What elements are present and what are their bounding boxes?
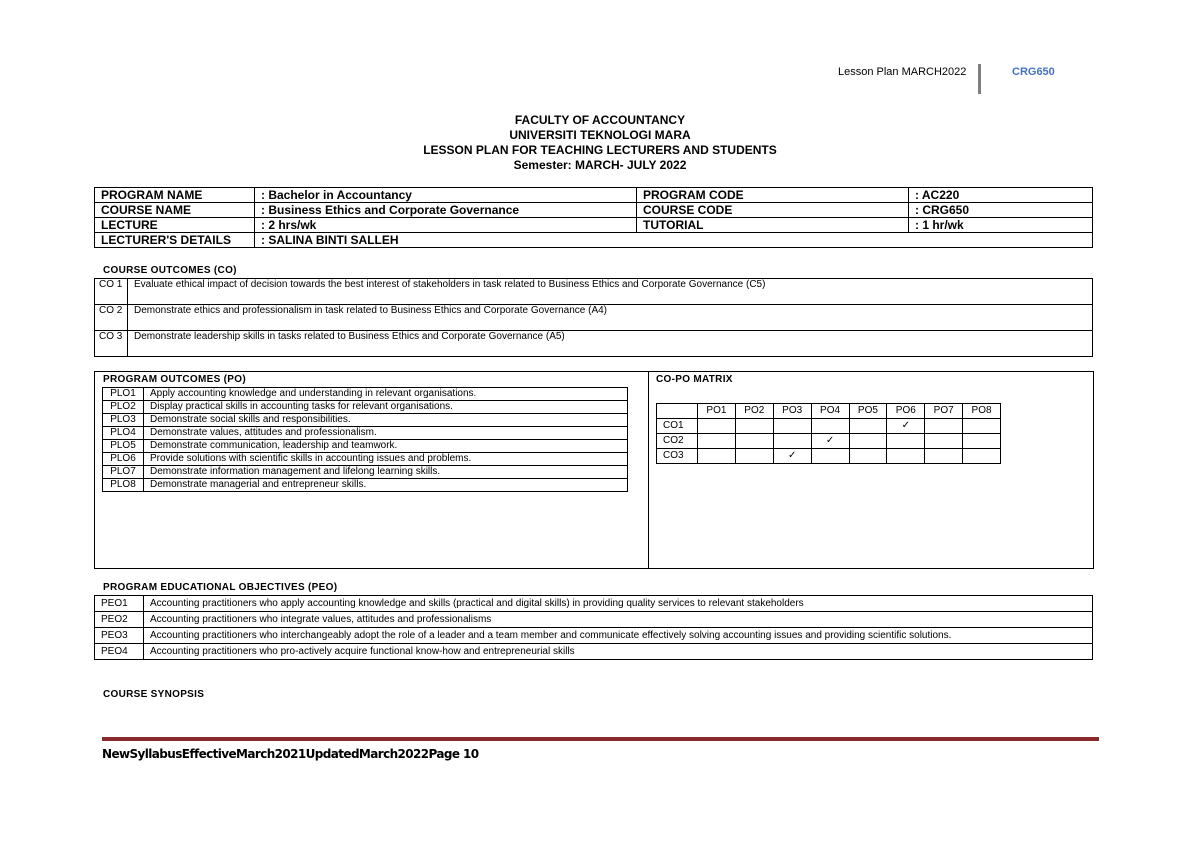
university-title: UNIVERSITI TEKNOLOGI MARA: [509, 128, 691, 142]
matrix-column-header: PO7: [925, 404, 963, 419]
program-code-value: : AC220: [909, 188, 1093, 203]
course-code-value: : CRG650: [909, 203, 1093, 218]
course-name-value: : Business Ethics and Corporate Governance: [255, 203, 637, 218]
table-row: [103, 466, 628, 479]
matrix-cell: ✓: [811, 434, 849, 449]
table-row: [103, 414, 628, 427]
matrix-cell: ✓: [887, 419, 925, 434]
table-header-row: [657, 404, 1001, 419]
lesson-plan-title: LESSON PLAN FOR TEACHING LECTURERS AND STUDENTS: [423, 143, 777, 157]
matrix-cell: [735, 449, 773, 464]
table-row: [95, 233, 1093, 248]
table-row: [103, 440, 628, 453]
plo-text: Demonstrate communication, leadership and teamwork.: [144, 440, 628, 453]
peo-code: PEO4: [95, 644, 144, 660]
table-row: [657, 449, 1001, 464]
footer-divider: [102, 737, 1099, 741]
matrix-row-header: CO2: [657, 434, 698, 449]
table-row: [95, 188, 1093, 203]
header-course-code: CRG650: [1012, 66, 1055, 78]
matrix-column-header: PO2: [735, 404, 773, 419]
peo-text: Accounting practitioners who integrate values, attitudes and professionalisms: [144, 612, 1093, 628]
semester-title: Semester: MARCH- JULY 2022: [513, 158, 687, 172]
matrix-column-header: PO5: [849, 404, 887, 419]
program-outcomes-title: PROGRAM OUTCOMES (PO): [103, 374, 246, 385]
peo-code: PEO3: [95, 628, 144, 644]
table-row: [95, 218, 1093, 233]
peo-title: PROGRAM EDUCATIONAL OBJECTIVES (PEO): [103, 582, 338, 593]
matrix-cell: [735, 419, 773, 434]
matrix-row-header: CO1: [657, 419, 698, 434]
matrix-cell: [963, 449, 1001, 464]
table-row: [103, 388, 628, 401]
course-outcomes-title: COURSE OUTCOMES (CO): [103, 265, 237, 276]
plo-text: Demonstrate information management and lifelong learning skills.: [144, 466, 628, 479]
plo-text: Demonstrate managerial and entrepreneur skills.: [144, 479, 628, 492]
peo-text: Accounting practitioners who interchangeably adopt the role of a leader and a team member and communicate effectively solving accounting issues and providing scientific solutions.: [144, 628, 1093, 644]
plo-text: Apply accounting knowledge and understanding in relevant organisations.: [144, 388, 628, 401]
matrix-cell: [963, 434, 1001, 449]
matrix-cell: ✓: [773, 449, 811, 464]
plo-code: PLO1: [103, 388, 144, 401]
plo-code: PLO3: [103, 414, 144, 427]
plo-text: Demonstrate social skills and responsibilities.: [144, 414, 628, 427]
peo-text: Accounting practitioners who pro-actively acquire functional know-how and entrepreneurial skills: [144, 644, 1093, 660]
course-outcomes-table: [94, 278, 1093, 357]
course-name-label: COURSE NAME: [95, 203, 255, 218]
matrix-cell: [735, 434, 773, 449]
peo-code: PEO2: [95, 612, 144, 628]
co-code: CO 2: [95, 305, 128, 331]
faculty-title: FACULTY OF ACCOUNTANCY: [514, 113, 686, 127]
table-row: [95, 331, 1093, 357]
matrix-cell: [811, 419, 849, 434]
matrix-column-header: PO1: [698, 404, 736, 419]
matrix-cell: [773, 434, 811, 449]
program-name-value: : Bachelor in Accountancy: [255, 188, 637, 203]
table-row: [103, 427, 628, 440]
course-synopsis-title: COURSE SYNOPSIS: [103, 689, 205, 700]
matrix-column-header: PO4: [811, 404, 849, 419]
matrix-cell: [698, 449, 736, 464]
plo-text: Display practical skills in accounting tasks for relevant organisations.: [144, 401, 628, 414]
peo-table: [94, 595, 1093, 660]
matrix-cell: [887, 449, 925, 464]
table-row: [95, 644, 1093, 660]
table-row: [657, 419, 1001, 434]
co-po-matrix-title: CO-PO MATRIX: [656, 374, 733, 385]
lecturer-label: LECTURER'S DETAILS: [95, 233, 255, 248]
matrix-cell: [811, 449, 849, 464]
matrix-row-header: CO3: [657, 449, 698, 464]
table-row: [95, 305, 1093, 331]
header-label: Lesson Plan MARCH2022: [838, 66, 967, 78]
plo-code: PLO2: [103, 401, 144, 414]
matrix-cell: [698, 419, 736, 434]
footer-text: NewSyllabusEffectiveMarch2021UpdatedMarch2022Page 10: [102, 747, 479, 761]
matrix-cell: [849, 419, 887, 434]
lecturer-value: : SALINA BINTI SALLEH: [255, 233, 1093, 248]
co-po-matrix-table: [656, 403, 1001, 464]
matrix-corner-cell: [657, 404, 698, 419]
matrix-cell: [887, 434, 925, 449]
plo-code: PLO6: [103, 453, 144, 466]
table-row: [95, 596, 1093, 612]
plo-code: PLO5: [103, 440, 144, 453]
matrix-cell: [925, 434, 963, 449]
co-text: Demonstrate leadership skills in tasks related to Business Ethics and Corporate Governance (A5): [128, 331, 1093, 357]
plo-code: PLO8: [103, 479, 144, 492]
lecture-label: LECTURE: [95, 218, 255, 233]
table-row: [103, 479, 628, 492]
program-name-label: PROGRAM NAME: [95, 188, 255, 203]
table-row: [657, 434, 1001, 449]
matrix-cell: [773, 419, 811, 434]
course-code-label: COURSE CODE: [637, 203, 909, 218]
program-outcomes-table: [102, 387, 628, 492]
co-text: Evaluate ethical impact of decision towards the best interest of stakeholders in task related to Business Ethics and Corporate Governance (C5): [128, 279, 1093, 305]
matrix-cell: [849, 434, 887, 449]
table-row: [103, 401, 628, 414]
co-code: CO 1: [95, 279, 128, 305]
table-row: [95, 279, 1093, 305]
plo-text: Demonstrate values, attitudes and professionalism.: [144, 427, 628, 440]
lecture-value: : 2 hrs/wk: [255, 218, 637, 233]
table-row: [103, 453, 628, 466]
co-po-matrix-box: [648, 371, 1094, 569]
course-info-table: [94, 187, 1093, 248]
table-row: [95, 203, 1093, 218]
matrix-column-header: PO8: [963, 404, 1001, 419]
matrix-column-header: PO6: [887, 404, 925, 419]
plo-code: PLO4: [103, 427, 144, 440]
co-text: Demonstrate ethics and professionalism in task related to Business Ethics and Corporate Governance (A4): [128, 305, 1093, 331]
tutorial-label: TUTORIAL: [637, 218, 909, 233]
table-row: [95, 612, 1093, 628]
matrix-cell: [849, 449, 887, 464]
program-code-label: PROGRAM CODE: [637, 188, 909, 203]
matrix-column-header: PO3: [773, 404, 811, 419]
plo-code: PLO7: [103, 466, 144, 479]
matrix-cell: [925, 449, 963, 464]
plo-text: Provide solutions with scientific skills in accounting issues and problems.: [144, 453, 628, 466]
co-code: CO 3: [95, 331, 128, 357]
peo-text: Accounting practitioners who apply accounting knowledge and skills (practical and digital skills) in providing quality services to relevant stakeholders: [144, 596, 1093, 612]
tutorial-value: : 1 hr/wk: [909, 218, 1093, 233]
table-row: [95, 628, 1093, 644]
matrix-cell: [963, 419, 1001, 434]
peo-code: PEO1: [95, 596, 144, 612]
header-divider: [978, 64, 981, 94]
matrix-cell: [925, 419, 963, 434]
matrix-cell: [698, 434, 736, 449]
document-titles: [0, 113, 1200, 173]
